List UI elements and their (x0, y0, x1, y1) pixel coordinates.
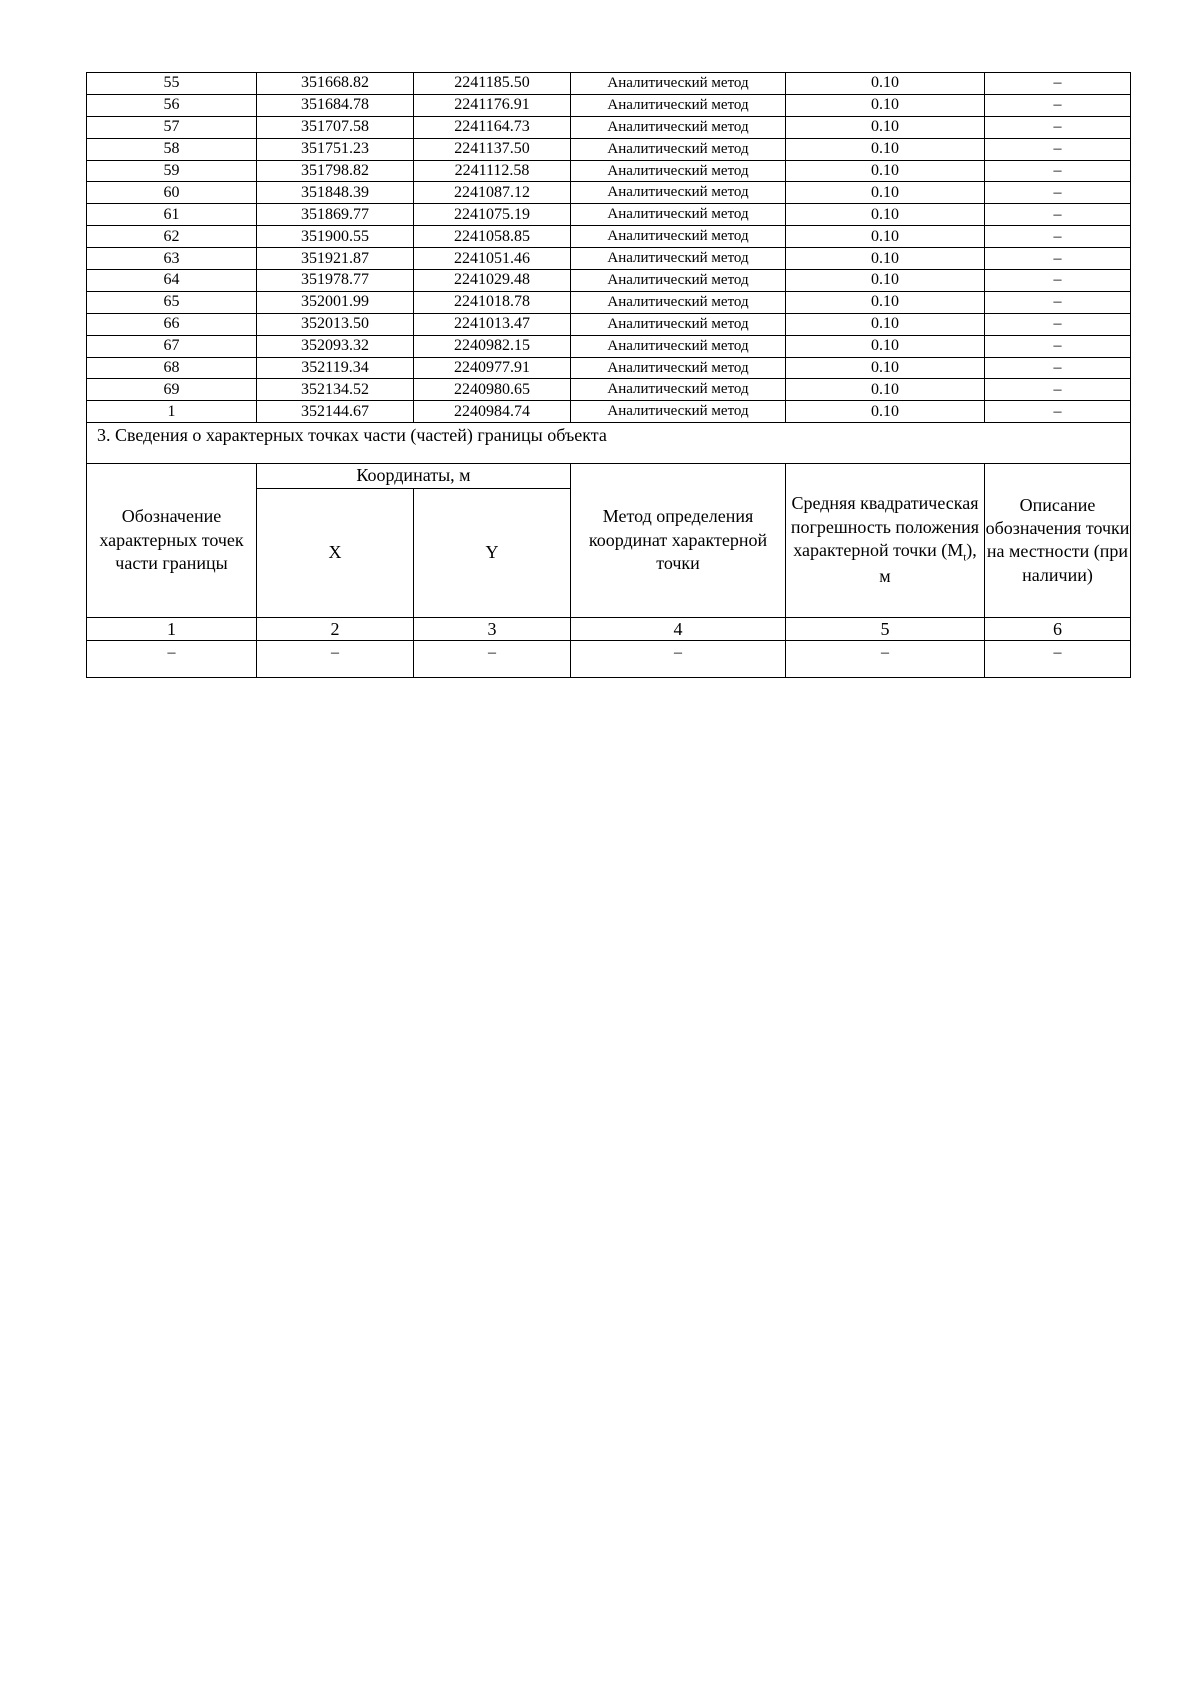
table-row (87, 138, 1131, 160)
point-number-cell: 59 (87, 160, 257, 182)
points-table-body (87, 73, 1131, 423)
description-cell: – (985, 379, 1131, 401)
point-number-cell: 57 (87, 116, 257, 138)
y-coordinate-cell: 2241185.50 (414, 73, 571, 95)
y-coordinate-cell: 2241075.19 (414, 204, 571, 226)
method-cell: Аналитический метод (571, 204, 786, 226)
point-number-cell: 64 (87, 270, 257, 292)
point-number-cell: 61 (87, 204, 257, 226)
table-row (87, 270, 1131, 292)
column-number: 5 (786, 617, 985, 640)
x-coordinate-cell: 351668.82 (257, 73, 414, 95)
method-cell: Аналитический метод (571, 313, 786, 335)
point-number-cell: 66 (87, 313, 257, 335)
y-coordinate-cell: 2241018.78 (414, 291, 571, 313)
point-number-cell: 69 (87, 379, 257, 401)
error-cell: 0.10 (786, 335, 985, 357)
y-coordinate-cell: 2241164.73 (414, 116, 571, 138)
y-coordinate-cell: 2241029.48 (414, 270, 571, 292)
description-cell: – (985, 182, 1131, 204)
method-cell: Аналитический метод (571, 226, 786, 248)
table-row (87, 160, 1131, 182)
table-row (87, 291, 1131, 313)
description-cell: – (985, 116, 1131, 138)
point-number-cell: 63 (87, 248, 257, 270)
y-coordinate-cell: 2241013.47 (414, 313, 571, 335)
column-numbers-row (87, 617, 1131, 640)
description-cell: – (985, 160, 1131, 182)
column-number: 1 (87, 617, 257, 640)
y-coordinate-cell: 2241051.46 (414, 248, 571, 270)
description-cell: – (985, 335, 1131, 357)
table-row (87, 116, 1131, 138)
x-coordinate-cell: 352144.67 (257, 401, 414, 423)
section3-title-row (87, 423, 1131, 464)
description-cell: – (985, 94, 1131, 116)
method-cell: Аналитический метод (571, 116, 786, 138)
x-coordinate-cell: 351848.39 (257, 182, 414, 204)
y-coordinate-cell: 2241112.58 (414, 160, 571, 182)
error-cell: 0.10 (786, 379, 985, 401)
y-coordinate-cell: 2240984.74 (414, 401, 571, 423)
y-coordinate-cell: 2241087.12 (414, 182, 571, 204)
header-coordinates: Координаты, м (257, 464, 571, 488)
empty-cell: – (571, 640, 786, 677)
error-cell: 0.10 (786, 138, 985, 160)
column-number: 3 (414, 617, 571, 640)
x-coordinate-cell: 352119.34 (257, 357, 414, 379)
table-row (87, 73, 1131, 95)
empty-cell: – (985, 640, 1131, 677)
method-cell: Аналитический метод (571, 248, 786, 270)
method-cell: Аналитический метод (571, 357, 786, 379)
x-coordinate-cell: 351869.77 (257, 204, 414, 226)
empty-cell: – (87, 640, 257, 677)
point-number-cell: 62 (87, 226, 257, 248)
method-cell: Аналитический метод (571, 270, 786, 292)
y-coordinate-cell: 2240982.15 (414, 335, 571, 357)
x-coordinate-cell: 351978.77 (257, 270, 414, 292)
table-row (87, 182, 1131, 204)
error-cell: 0.10 (786, 401, 985, 423)
x-coordinate-cell: 352093.32 (257, 335, 414, 357)
y-coordinate-cell: 2241137.50 (414, 138, 571, 160)
table-row (87, 226, 1131, 248)
header-designation: Обозначение характерных точек части границы (87, 464, 257, 617)
y-coordinate-cell: 2240980.65 (414, 379, 571, 401)
error-cell: 0.10 (786, 94, 985, 116)
error-cell: 0.10 (786, 116, 985, 138)
column-number: 4 (571, 617, 786, 640)
point-number-cell: 60 (87, 182, 257, 204)
section3-empty-row (87, 640, 1131, 677)
method-cell: Аналитический метод (571, 379, 786, 401)
table-row (87, 248, 1131, 270)
y-coordinate-cell: 2240977.91 (414, 357, 571, 379)
error-cell: 0.10 (786, 248, 985, 270)
x-coordinate-cell: 352001.99 (257, 291, 414, 313)
coordinates-table (86, 72, 1131, 678)
description-cell: – (985, 73, 1131, 95)
column-number: 6 (985, 617, 1131, 640)
x-coordinate-cell: 351751.23 (257, 138, 414, 160)
y-coordinate-cell: 2241176.91 (414, 94, 571, 116)
error-cell: 0.10 (786, 226, 985, 248)
section3-title: 3. Сведения о характерных точках части (частей) границы объекта (87, 423, 1131, 464)
empty-cell: – (257, 640, 414, 677)
table-row (87, 335, 1131, 357)
point-number-cell: 1 (87, 401, 257, 423)
table-row (87, 94, 1131, 116)
empty-cell: – (786, 640, 985, 677)
method-cell: Аналитический метод (571, 335, 786, 357)
table-row (87, 379, 1131, 401)
description-cell: – (985, 248, 1131, 270)
x-coordinate-cell: 351707.58 (257, 116, 414, 138)
error-cell: 0.10 (786, 357, 985, 379)
column-number: 2 (257, 617, 414, 640)
header-error-sub: t (963, 551, 967, 564)
description-cell: – (985, 357, 1131, 379)
y-coordinate-cell: 2241058.85 (414, 226, 571, 248)
error-cell: 0.10 (786, 182, 985, 204)
method-cell: Аналитический метод (571, 138, 786, 160)
point-number-cell: 67 (87, 335, 257, 357)
header-x: X (257, 488, 414, 617)
section3-body (87, 423, 1131, 677)
section3-header-row (87, 464, 1131, 488)
method-cell: Аналитический метод (571, 401, 786, 423)
method-cell: Аналитический метод (571, 182, 786, 204)
point-number-cell: 68 (87, 357, 257, 379)
x-coordinate-cell: 351900.55 (257, 226, 414, 248)
error-cell: 0.10 (786, 291, 985, 313)
description-cell: – (985, 226, 1131, 248)
table-row (87, 313, 1131, 335)
description-cell: – (985, 313, 1131, 335)
error-cell: 0.10 (786, 204, 985, 226)
description-cell: – (985, 401, 1131, 423)
header-error-suffix: ), м (879, 540, 977, 587)
x-coordinate-cell: 352013.50 (257, 313, 414, 335)
x-coordinate-cell: 351684.78 (257, 94, 414, 116)
header-y: Y (414, 488, 571, 617)
table-row (87, 204, 1131, 226)
table-row (87, 401, 1131, 423)
description-cell: – (985, 291, 1131, 313)
x-coordinate-cell: 352134.52 (257, 379, 414, 401)
description-cell: – (985, 138, 1131, 160)
method-cell: Аналитический метод (571, 291, 786, 313)
header-method: Метод определения координат характерной точки (571, 464, 786, 617)
point-number-cell: 56 (87, 94, 257, 116)
method-cell: Аналитический метод (571, 94, 786, 116)
header-error (786, 464, 985, 617)
method-cell: Аналитический метод (571, 73, 786, 95)
description-cell: – (985, 204, 1131, 226)
table-row (87, 357, 1131, 379)
point-number-cell: 65 (87, 291, 257, 313)
x-coordinate-cell: 351921.87 (257, 248, 414, 270)
x-coordinate-cell: 351798.82 (257, 160, 414, 182)
description-cell: – (985, 270, 1131, 292)
point-number-cell: 55 (87, 73, 257, 95)
header-error-text: Средняя квадратическая погрешность положения характерной точки (M (790, 493, 980, 561)
empty-cell: – (414, 640, 571, 677)
point-number-cell: 58 (87, 138, 257, 160)
document-sheet (86, 72, 1130, 678)
error-cell: 0.10 (786, 73, 985, 95)
method-cell: Аналитический метод (571, 160, 786, 182)
error-cell: 0.10 (786, 160, 985, 182)
error-cell: 0.10 (786, 313, 985, 335)
error-cell: 0.10 (786, 270, 985, 292)
header-description: Описание обозначения точки на местности (при наличии) (985, 464, 1131, 617)
